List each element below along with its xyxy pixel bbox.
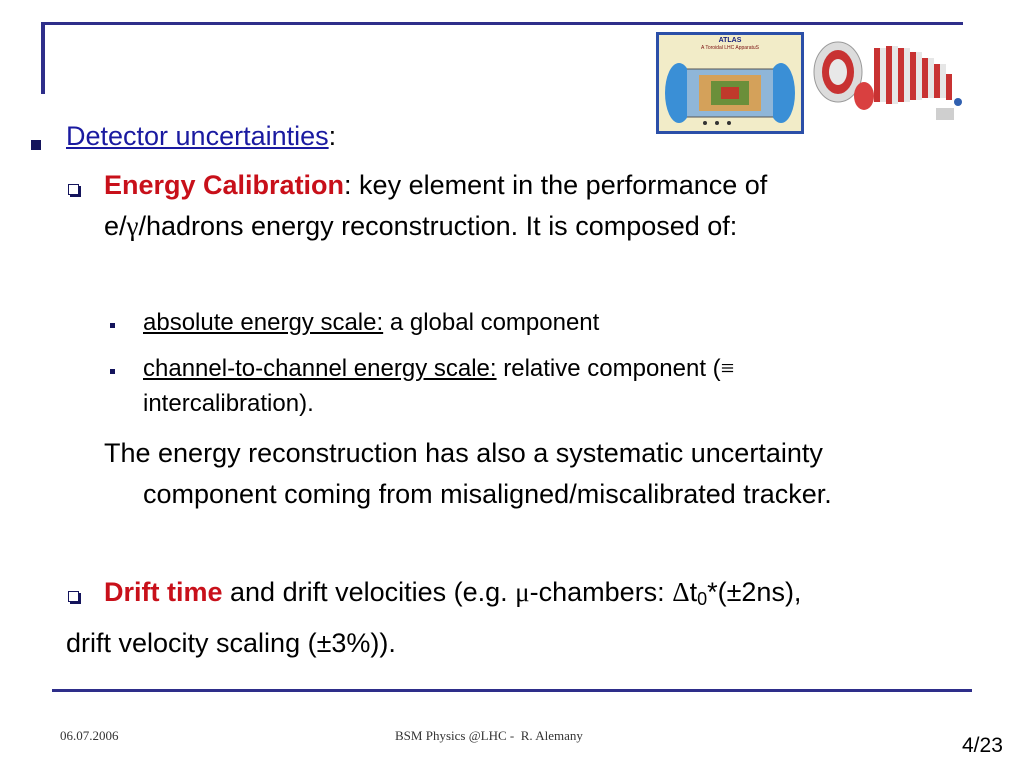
channel-scale-label: channel-to-channel energy scale:	[143, 355, 497, 382]
drift-text-b: -chambers:	[529, 577, 673, 607]
drift-text-c: *(±2ns),	[707, 577, 802, 607]
atlas-poster-subtitle: A Toroidal LHC ApparatuS	[700, 45, 759, 51]
gamma-symbol: γ	[126, 211, 139, 241]
delta-symbol: Δ	[672, 577, 690, 607]
systematic-line-1: The energy reconstruction has also a systematic uncertainty	[104, 438, 823, 468]
footer-date: 06.07.2006	[60, 728, 119, 743]
detector-uncertainties-link[interactable]: Detector uncertainties	[66, 121, 329, 151]
cms-detector-image	[808, 34, 968, 134]
drift-time-title: Drift time	[104, 577, 223, 607]
heading-line	[66, 121, 336, 152]
equiv-symbol: ≡	[720, 356, 735, 382]
atlas-poster-title: ATLAS	[718, 37, 742, 44]
absolute-scale-text: a global component	[383, 309, 600, 336]
absolute-scale-label: absolute energy scale:	[143, 309, 384, 336]
bullet-box-icon	[68, 591, 79, 602]
page-number: 4/23	[962, 734, 1003, 757]
footer-divider	[52, 689, 972, 692]
drift-subscript: 0	[697, 589, 708, 609]
absolute-scale-line	[143, 309, 599, 337]
bullet-box-icon	[68, 184, 79, 195]
energy-text-prefix: e/	[104, 211, 127, 241]
energy-calibration-line	[104, 170, 767, 201]
drift-text-a: and drift velocities (e.g.	[222, 577, 516, 607]
sub-bullet	[110, 323, 115, 328]
energy-text-suffix: /hadrons energy reconstruction. It is composed of:	[138, 211, 738, 241]
channel-scale-line	[143, 355, 734, 383]
drift-t: t	[689, 577, 698, 607]
bullet-square	[31, 140, 41, 150]
channel-scale-text: relative component (	[496, 355, 721, 382]
energy-calibration-line-2	[104, 211, 737, 242]
drift-time-line	[104, 577, 801, 610]
sub-bullet	[110, 369, 115, 374]
mu-symbol: μ	[515, 577, 530, 607]
atlas-poster-image	[656, 32, 804, 134]
footer-title: BSM Physics @LHC - R. Alemany	[395, 728, 583, 743]
left-frame-line	[41, 22, 45, 94]
energy-calibration-text: : key element in the performance of	[344, 170, 768, 200]
top-frame-line	[41, 22, 963, 25]
channel-scale-line-2: intercalibration).	[143, 390, 314, 417]
systematic-line-2: component coming from misaligned/miscalibrated tracker.	[143, 479, 832, 509]
atlas-detector-drawing	[659, 51, 801, 131]
heading-colon: :	[328, 121, 337, 151]
energy-calibration-title: Energy Calibration	[104, 170, 345, 200]
drift-velocity-line: drift velocity scaling (±3%)).	[66, 628, 396, 658]
